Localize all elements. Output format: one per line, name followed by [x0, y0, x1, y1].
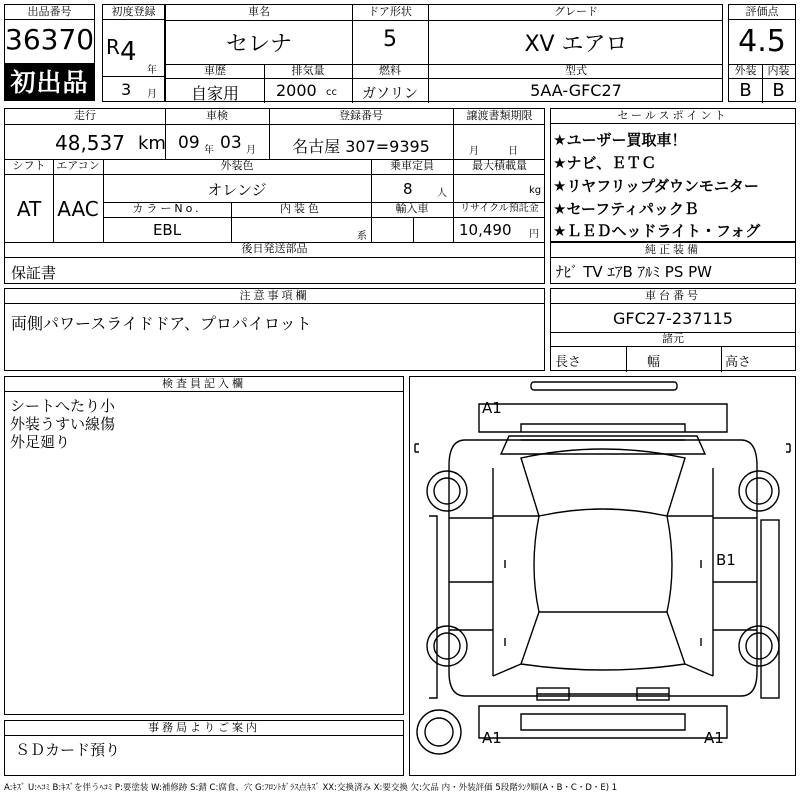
chassis-value: GFC27-237115: [613, 309, 733, 328]
office-value: ＳＤカード預り: [15, 741, 121, 759]
grade-label: グレード: [554, 5, 598, 18]
transfer-day-unit: 日: [508, 146, 518, 157]
transfer-month-unit: 月: [469, 146, 479, 157]
score-label: 評価点: [729, 5, 795, 20]
model-value: 5AA-GFC27: [530, 81, 622, 100]
damage-mark: B1: [716, 551, 736, 569]
equipment-label: 純正装備: [551, 243, 795, 258]
car-diagram: [409, 376, 796, 776]
transfer-doc-label: 譲渡書類期限: [466, 109, 533, 122]
grade-value: XV エアロ: [524, 32, 628, 57]
sales-point-item: ★セーフティパックＢ: [553, 200, 699, 218]
inspector-line: 外足廻り: [10, 433, 71, 451]
history-value: 自家用: [190, 84, 239, 103]
office-box: [4, 720, 404, 776]
car-diagram-box: [409, 376, 796, 776]
fuel-label: 燃料: [379, 64, 401, 77]
inspector-label: 検査員記入欄: [5, 377, 403, 392]
registration-label: 登録番号: [339, 109, 383, 122]
color-value: オレンジ: [207, 181, 267, 199]
shift-label: シフト: [12, 159, 46, 172]
mileage-label: 走行: [74, 109, 96, 122]
inspector-line: 外装うすい線傷: [10, 415, 116, 433]
equipment-box: [550, 242, 796, 284]
max-load-unit: kg: [529, 185, 542, 196]
sales-point-item: ★リヤフリップダウンモニター: [553, 177, 759, 195]
length-label: 長さ: [555, 355, 582, 370]
sales-points-box: [550, 108, 796, 242]
car-name: セレナ: [225, 32, 292, 57]
score-value: 4.5: [738, 24, 786, 59]
ac-value: AAC: [57, 197, 99, 221]
office-label: 事務局よりご案内: [5, 721, 403, 736]
inspection-month: 03: [220, 133, 242, 153]
color-label: 外装色: [220, 159, 254, 172]
first-reg-month: 3: [121, 80, 132, 99]
car-name-label: 車名: [248, 5, 270, 18]
registration-value: 名古屋 307=9395: [292, 137, 430, 156]
recycle-label: リサイクル預託金: [460, 203, 539, 214]
door-label: ドア形状: [368, 5, 412, 18]
sales-point-item: ★ＬＥＤヘッドライト・フォグ: [553, 222, 761, 240]
notes-box: [4, 288, 545, 371]
inspection-label: 車検: [206, 109, 228, 122]
mileage-unit: km: [138, 133, 166, 154]
width-label: 幅: [647, 355, 661, 370]
shift-value: AT: [16, 197, 42, 221]
inspection-month-unit: 月: [246, 145, 256, 156]
interior-color-label: 内装色: [280, 202, 322, 215]
inspector-line: シートへたり小: [10, 397, 116, 415]
damage-mark: A1: [704, 729, 724, 747]
chassis-label: 車台番号: [551, 289, 795, 304]
first-registration-label: 初度登録: [103, 5, 164, 20]
color-no-label: カラーNo.: [132, 202, 202, 215]
exterior-label: 外装: [734, 64, 757, 77]
history-label: 車歴: [204, 64, 226, 77]
first-listing-badge: [4, 64, 95, 101]
recycle-unit: 円: [529, 229, 539, 240]
later-parts-label: 後日発送部品: [241, 242, 308, 255]
displacement-unit: cc: [326, 87, 337, 98]
mileage-value: 48,537: [55, 131, 125, 155]
interior-grade: B: [772, 80, 785, 101]
damage-mark: A1: [482, 399, 502, 417]
recycle-value: 10,490: [459, 221, 512, 239]
capacity-label: 乗車定員: [390, 159, 434, 172]
inspector-box: [4, 376, 404, 715]
import-label: 輸入車: [395, 202, 429, 215]
door-value: 5: [383, 27, 397, 52]
damage-mark: A1: [482, 729, 502, 747]
interior-label: 内装: [767, 64, 790, 77]
sales-point-item: ★ナビ、ＥＴＣ: [553, 154, 657, 172]
score-box: [728, 4, 796, 102]
model-label: 型式: [565, 64, 587, 77]
legend: A:ｷｽﾞ U:ﾍｺﾐ B:ｷｽﾞを伴うﾍｺﾐ P:要塗装 W:補修跡 S:錆 C:腐食、穴 G:ﾌﾛﾝﾄｶﾞﾗｽ点ｷｽﾞ XX:交換済み X:要交換 欠:欠品 内・外装評価 5段階ﾗﾝｸ順(A・B・C・D・E) 1: [4, 783, 618, 793]
details-box: [4, 108, 545, 284]
first-listing-text: 初出品: [10, 68, 89, 97]
era-letter: R: [106, 35, 120, 59]
ac-label: エアコン: [56, 159, 100, 172]
max-load-label: 最大積載量: [472, 159, 527, 172]
lot-number-label: 出品番号: [5, 5, 94, 20]
equipment-value: ﾅﾋﾞ TV ｴｱB ｱﾙﾐ PS PW: [556, 263, 712, 281]
height-label: 高さ: [725, 355, 752, 370]
first-registration-box: [102, 4, 165, 102]
color-no-value: EBL: [152, 221, 182, 239]
inspection-year: 09: [178, 133, 200, 153]
month-unit: 月: [147, 89, 157, 100]
specs-label: 諸元: [662, 332, 684, 345]
capacity-value: 8: [403, 180, 413, 198]
fuel-value: ガソリン: [362, 86, 418, 102]
interior-color-unit: 系: [357, 231, 367, 242]
sales-point-item: ★ユーザー買取車！: [553, 131, 687, 149]
year-unit: 年: [147, 65, 157, 76]
inspection-year-unit: 年: [204, 145, 214, 156]
lot-number-box: [4, 4, 95, 64]
notes-label: 注意事項欄: [5, 289, 544, 304]
notes-value: 両側パワースライドドア、プロパイロット: [11, 314, 312, 333]
era-year: 4: [120, 37, 137, 67]
lot-number: 36370: [5, 23, 95, 56]
later-parts-value: 保証書: [11, 264, 57, 282]
sales-points-label: セールスポイント: [551, 109, 795, 124]
vehicle-info-box: [165, 4, 723, 102]
chassis-box: [550, 288, 796, 371]
displacement-value: 2000: [276, 81, 317, 100]
displacement-label: 排気量: [291, 64, 325, 77]
capacity-unit: 人: [437, 188, 447, 199]
exterior-grade: B: [739, 80, 752, 101]
